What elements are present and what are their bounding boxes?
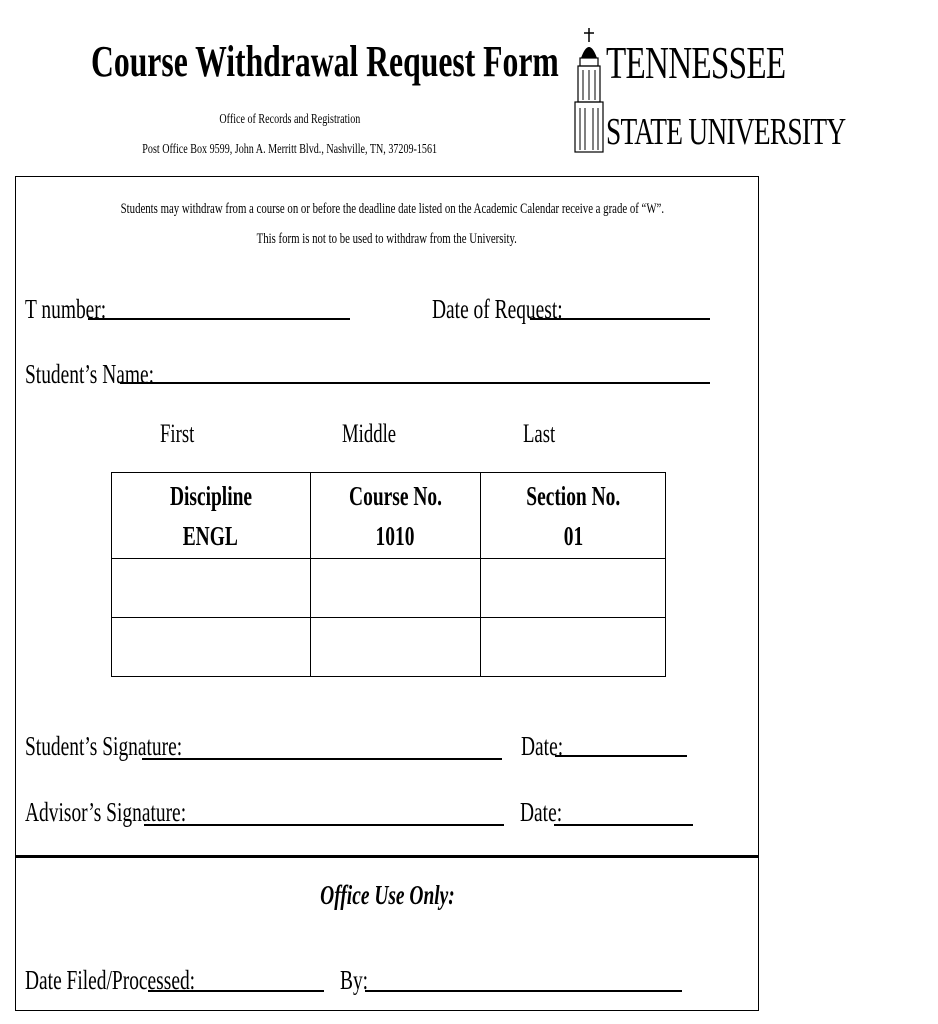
section-no-value: 01 — [563, 520, 583, 551]
discipline-cell[interactable] — [112, 473, 311, 559]
table-cell[interactable] — [112, 559, 311, 618]
logo-text-tennessee — [606, 36, 855, 90]
course-no-header: Course No. — [348, 480, 442, 511]
name-middle-label-text: Middle — [342, 419, 397, 448]
advisor-date-label-text: Date: — [520, 797, 563, 827]
date-filed-label-text: Date Filed/Processed: — [25, 965, 196, 995]
date-of-request-field[interactable] — [530, 318, 710, 320]
by-label-text: By: — [340, 965, 369, 995]
name-middle-label — [342, 418, 417, 450]
advisor-signature-label-text: Advisor’s Signature: — [25, 797, 187, 827]
logo-line2: STATE UNIVERSITY — [606, 111, 846, 153]
table-cell[interactable] — [310, 618, 481, 677]
student-name-label — [25, 357, 204, 391]
notice-line-2-text: This form is not to be used to withdraw from the University. — [256, 231, 518, 247]
office-use-divider — [15, 855, 759, 858]
form-title — [0, 36, 580, 88]
course-table-first-row — [112, 473, 666, 559]
by-field[interactable] — [365, 990, 682, 992]
table-cell[interactable] — [481, 559, 666, 618]
t-number-label — [25, 292, 138, 326]
office-address — [0, 140, 580, 160]
notice-line-1-text: Students may withdraw from a course on or before the deadline date listed on the Academic Calendar receive a grade of “W”. — [120, 201, 665, 217]
table-cell[interactable] — [112, 618, 311, 677]
tsu-logo — [572, 28, 846, 154]
section-no-header: Section No. — [526, 480, 621, 511]
course-no-cell[interactable] — [310, 473, 481, 559]
notice-line-2 — [15, 229, 759, 249]
advisor-date-field[interactable] — [554, 824, 693, 826]
office-address-text: Post Office Box 9599, John A. Merritt Blvd., Nashville, TN, 37209-1561 — [142, 142, 438, 157]
section-no-cell[interactable] — [481, 473, 666, 559]
date-filed-field[interactable] — [148, 990, 324, 992]
student-signature-field[interactable] — [142, 758, 502, 760]
office-use-heading-text: Office Use Only: — [319, 880, 455, 910]
name-last-label — [523, 418, 568, 450]
notice-line-1 — [15, 199, 759, 219]
student-signature-label-text: Student’s Signature: — [25, 731, 183, 761]
date-of-request-label — [432, 292, 613, 326]
student-date-field[interactable] — [555, 755, 687, 757]
advisor-signature-field[interactable] — [144, 824, 504, 826]
name-first-label — [160, 418, 208, 450]
form-title-text: Course Withdrawal Request Form — [90, 37, 559, 86]
table-cell[interactable] — [481, 618, 666, 677]
logo-text-state-university — [606, 110, 938, 154]
office-use-heading — [15, 878, 759, 912]
logo-line1: TENNESSEE — [606, 37, 786, 88]
t-number-field[interactable] — [88, 318, 350, 320]
date-of-request-label-text: Date of Request: — [432, 294, 563, 324]
course-no-value: 1010 — [375, 520, 415, 551]
student-name-field[interactable] — [120, 382, 710, 384]
office-name — [0, 110, 580, 130]
table-row — [112, 618, 666, 677]
discipline-value: ENGL — [183, 520, 239, 551]
discipline-header: Discipline — [169, 480, 252, 511]
table-row — [112, 559, 666, 618]
table-cell[interactable] — [310, 559, 481, 618]
name-last-label-text: Last — [523, 419, 556, 448]
student-name-label-text: Student’s Name: — [25, 359, 155, 389]
university-tower-icon — [572, 28, 606, 154]
course-table — [111, 472, 666, 677]
office-name-text: Office of Records and Registration — [219, 112, 361, 127]
student-date-label — [521, 729, 579, 763]
name-first-label-text: First — [160, 419, 195, 448]
t-number-label-text: T number: — [25, 294, 107, 324]
student-date-label-text: Date: — [521, 731, 564, 761]
